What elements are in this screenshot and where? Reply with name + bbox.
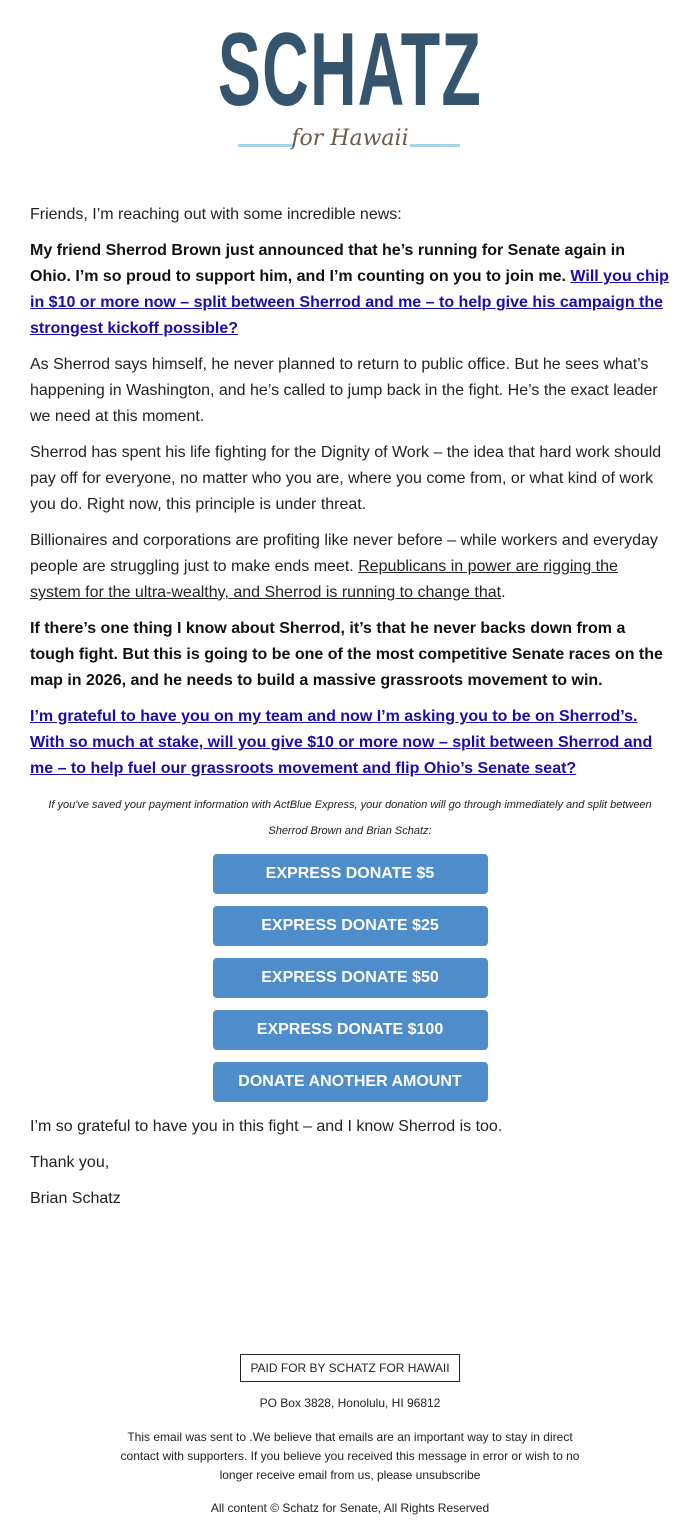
thank-you: Thank you, — [30, 1154, 110, 1171]
intro-text: My friend Sherrod Brown just announced that he’s running for Senate again in Ohio. I’m so proud to support him, and I’m counting on you to join me. — [30, 242, 626, 285]
express-donate-50-button[interactable]: EXPRESS DONATE $50 — [213, 958, 488, 998]
express-donate-100-button[interactable]: EXPRESS DONATE $100 — [213, 1010, 488, 1050]
signature: Brian Schatz — [30, 1190, 121, 1207]
grassroots-link[interactable]: I’m grateful to have you on my team and now I’m asking you to be on Sherrod’s. With so much at stake, will you give $10 or more now – split between Sherrod and me – to help fuel our grassroots movement and flip Ohio’s Senate seat? — [30, 708, 653, 777]
paragraph-4-text: Billionaires and corporations are profiting like never before – while workers and everyday people are struggling just to make ends meet. — [30, 532, 658, 575]
paragraph-4 — [30, 528, 670, 606]
footer — [0, 1354, 700, 1515]
copyright: All content © Schatz for Senate, All Rights Reserved — [210, 1501, 490, 1515]
donate-buttons — [30, 854, 670, 1114]
intro-paragraph — [30, 238, 670, 342]
email-body — [30, 202, 670, 1222]
paragraph-4-end: . — [501, 584, 506, 601]
rigging-link[interactable]: Republicans in power are rigging the system for the ultra-wealthy, and Sherrod is running to change that — [30, 558, 618, 601]
paragraph-6 — [30, 704, 670, 782]
schatz-logo — [0, 0, 700, 170]
mailing-address: PO Box 3828, Honolulu, HI 96812 — [259, 1396, 441, 1410]
closing — [30, 1114, 670, 1212]
paragraph-2: As Sherrod says himself, he never planned to return to public office. But he sees what’s happening in Washington, and he’s called to jump back in the fight. He’s the exact leader we need at this moment. — [30, 356, 658, 425]
express-donate-5-button[interactable]: EXPRESS DONATE $5 — [213, 854, 488, 894]
greeting: Friends, I’m reaching out with some incredible news: — [30, 206, 402, 223]
express-note: If you've saved your payment information with ActBlue Express, your donation will go through immediately and split between Sherrod Brown and Brian Schatz: — [48, 799, 652, 837]
paragraph-3: Sherrod has spent his life fighting for the Dignity of Work – the idea that hard work should pay off for everyone, no matter who you are, where you come from, or what kind of work you do. Right now, this principle is under threat. — [30, 444, 662, 513]
closing-line: I’m so grateful to have you in this fight – and I know Sherrod is too. — [30, 1118, 503, 1135]
paragraph-5: If there’s one thing I know about Sherrod, it’s that he never backs down from a tough fight. But this is going to be one of the most competitive Senate races on the map in 2026, and he needs to build a massive grassroots movement to win. — [30, 620, 663, 689]
logo-tagline: for Hawaii — [291, 126, 409, 151]
logo-rule-right — [410, 144, 460, 147]
donate-another-amount-button[interactable]: DONATE ANOTHER AMOUNT — [213, 1062, 488, 1102]
express-donate-25-button[interactable]: EXPRESS DONATE $25 — [213, 906, 488, 946]
paid-for-box: PAID FOR BY SCHATZ FOR HAWAII — [240, 1354, 459, 1382]
chip-in-link[interactable]: Will you chip in $10 or more now – split between Sherrod and me – to help give his campaign the strongest kickoff possible? — [30, 268, 669, 337]
fine-print: This email was sent to .We believe that emails are an important way to stay in direct contact with supporters. If you believe you received this message in error or wish to no longer receive email from us, please unsubscribe — [120, 1430, 580, 1482]
logo-wordmark: SCHATZ — [217, 12, 483, 128]
